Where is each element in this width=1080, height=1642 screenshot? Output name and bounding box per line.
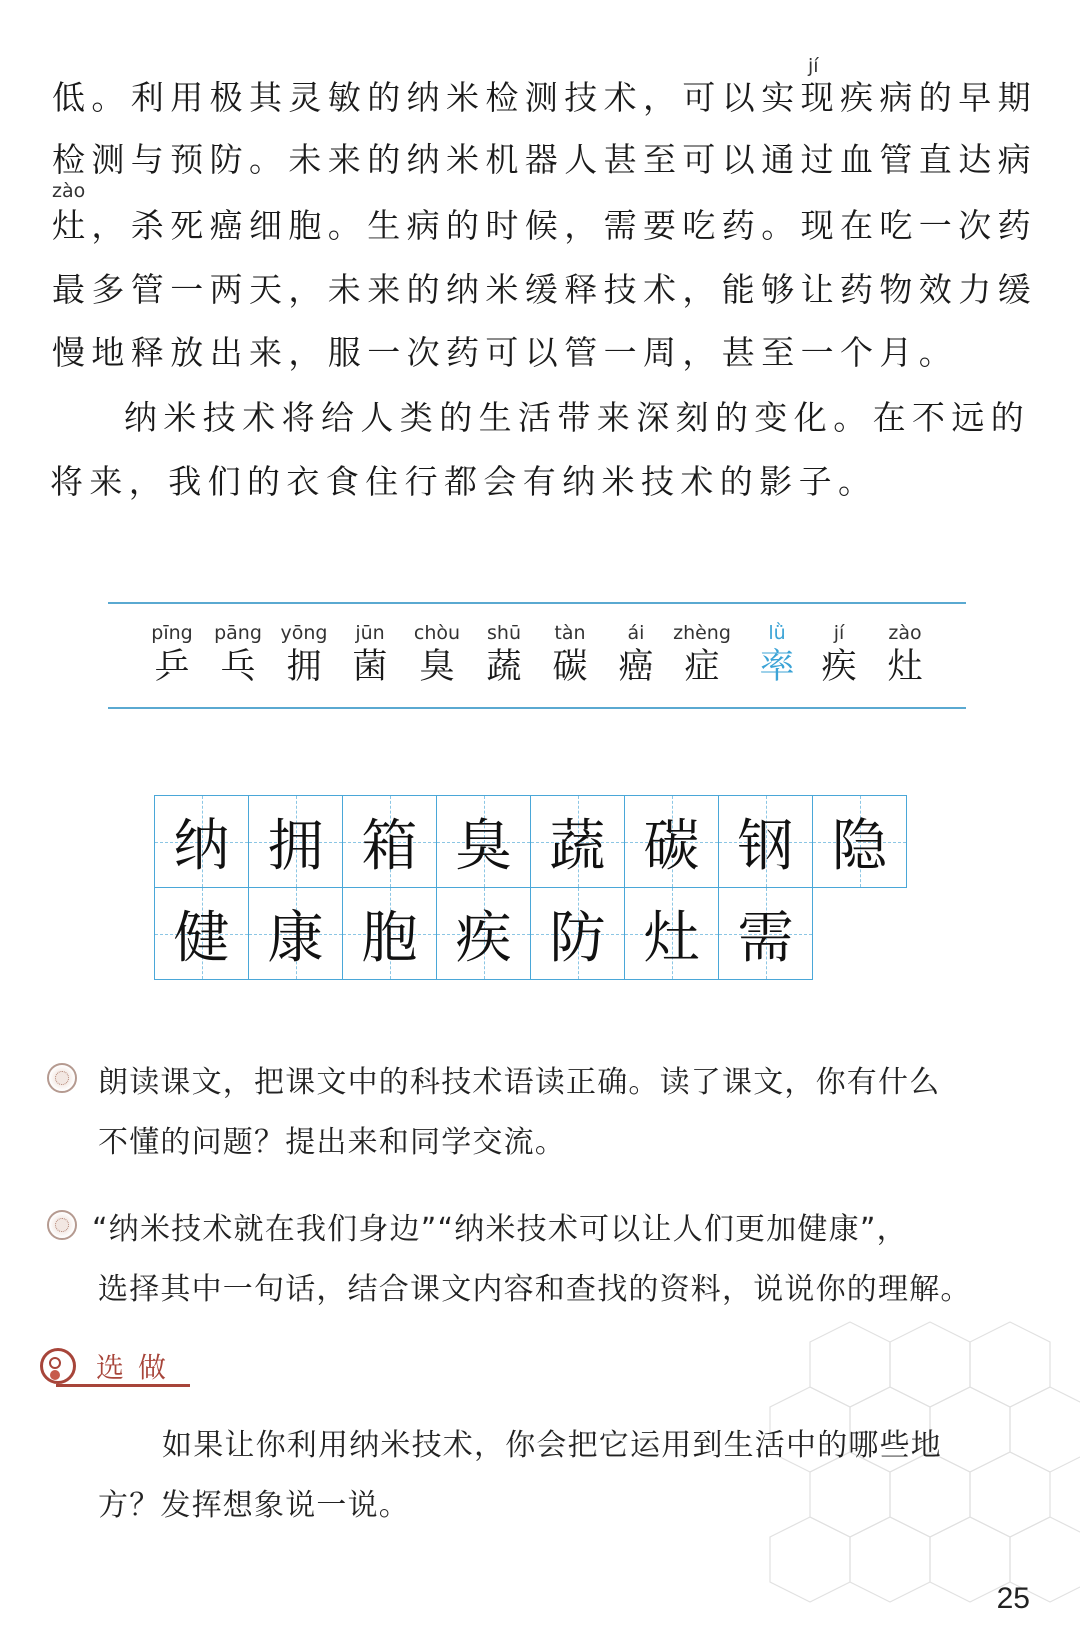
grid-char: 健 bbox=[173, 905, 230, 971]
exercise-line: “纳米技术就在我们身边”“纳米技术可以让人们更加健康”， bbox=[92, 1212, 908, 1247]
body-line: 纳米技术将给人类的生活带来深刻的变化。在不远的 bbox=[124, 398, 1031, 437]
vocab-item bbox=[402, 620, 472, 688]
vocab-item bbox=[667, 620, 737, 688]
grid-cell bbox=[718, 887, 813, 980]
vocab-char: 灶 bbox=[887, 647, 923, 687]
vocab-pinyin: zào bbox=[888, 622, 922, 644]
grid-cell bbox=[624, 795, 719, 888]
grid-cell bbox=[436, 795, 531, 888]
grid-cell bbox=[154, 795, 249, 888]
vocab-item bbox=[203, 620, 273, 688]
vocab-char: 碳 bbox=[552, 647, 588, 687]
grid-char: 隐 bbox=[831, 813, 888, 879]
pinyin-annotation: zào bbox=[52, 180, 86, 202]
body-line: 将来，我们的衣食住行都会有纳米技术的影子。 bbox=[50, 462, 878, 501]
grid-char: 胞 bbox=[361, 905, 418, 971]
vocab-top-rule bbox=[108, 602, 966, 604]
grid-char: 疾 bbox=[455, 905, 512, 971]
vocab-char: 癌 bbox=[618, 647, 654, 687]
body-line: 慢地释放出来，服一次药可以管一周，甚至一个月。 bbox=[52, 333, 959, 372]
vocab-pinyin: tàn bbox=[554, 622, 586, 644]
vocab-char: 拥 bbox=[286, 647, 322, 687]
vocab-item bbox=[601, 620, 671, 688]
pinyin-annotation: jí bbox=[808, 55, 819, 77]
vocab-item bbox=[335, 620, 405, 688]
vocab-item bbox=[137, 620, 207, 688]
vocab-pinyin: chòu bbox=[413, 622, 461, 644]
page-number: 25 bbox=[996, 1582, 1030, 1615]
grid-cell bbox=[342, 795, 437, 888]
vocab-item bbox=[804, 620, 874, 688]
spiral-seal-icon bbox=[47, 1063, 77, 1093]
grid-char: 臭 bbox=[455, 813, 512, 879]
vocab-pinyin: zhèng bbox=[673, 622, 731, 644]
body-line: 低。利用极其灵敏的纳米检测技术，可以实现疾病的早期 bbox=[52, 78, 1037, 117]
exercise-line: 不懂的问题？提出来和同学交流。 bbox=[98, 1125, 566, 1160]
vocab-char: 疾 bbox=[821, 647, 857, 687]
grid-char: 碳 bbox=[643, 813, 700, 879]
grid-cell bbox=[342, 887, 437, 980]
vocab-item bbox=[870, 620, 940, 688]
optional-line: 如果让你利用纳米技术，你会把它运用到生活中的哪些地 bbox=[162, 1428, 942, 1463]
grid-char: 防 bbox=[549, 905, 606, 971]
spiral-seal-icon bbox=[47, 1210, 77, 1240]
vocab-char: 蔬 bbox=[486, 647, 522, 687]
vocab-char: 率 bbox=[759, 647, 795, 687]
grid-cell bbox=[718, 795, 813, 888]
grid-cell bbox=[530, 795, 625, 888]
grid-cell bbox=[624, 887, 719, 980]
vocab-char: 菌 bbox=[352, 647, 388, 687]
grid-char: 灶 bbox=[643, 905, 700, 971]
vocab-item bbox=[469, 620, 539, 688]
optional-badge-icon bbox=[40, 1348, 76, 1384]
vocab-item bbox=[269, 620, 339, 688]
vocab-pinyin: shū bbox=[487, 622, 521, 644]
body-line: 最多管一两天，未来的纳米缓释技术，能够让药物效力缓 bbox=[52, 270, 1037, 309]
grid-char: 康 bbox=[267, 905, 324, 971]
grid-char: 箱 bbox=[361, 813, 418, 879]
grid-cell bbox=[436, 887, 531, 980]
vocab-pinyin: pāng bbox=[214, 622, 262, 644]
vocab-pinyin: ái bbox=[627, 622, 645, 644]
grid-cell bbox=[248, 887, 343, 980]
body-line: 灶，杀死癌细胞。生病的时候，需要吃药。现在吃一次药 bbox=[52, 206, 1037, 245]
grid-cell bbox=[812, 795, 907, 888]
body-line: 检测与预防。未来的纳米机器人甚至可以通过血管直达病 bbox=[52, 140, 1037, 179]
vocab-char: 乒 bbox=[154, 647, 190, 687]
grid-cell bbox=[248, 795, 343, 888]
vocab-pinyin: lǜ bbox=[768, 622, 786, 644]
optional-section-header bbox=[40, 1346, 190, 1390]
exercise-line: 朗读课文，把课文中的科技术语读正确。读了课文，你有什么 bbox=[98, 1065, 941, 1100]
vocab-pinyin: jí bbox=[833, 622, 845, 644]
vocab-char: 症 bbox=[684, 647, 720, 687]
vocab-pinyin: yōng bbox=[280, 622, 328, 644]
grid-char: 需 bbox=[737, 905, 794, 971]
grid-char: 钢 bbox=[737, 813, 794, 879]
grid-char: 拥 bbox=[267, 813, 324, 879]
vocab-item-highlighted bbox=[742, 620, 812, 688]
grid-cell bbox=[154, 887, 249, 980]
exercise-line: 选择其中一句话，结合课文内容和查找的资料，说说你的理解。 bbox=[98, 1272, 972, 1307]
vocab-char: 乓 bbox=[220, 647, 256, 687]
grid-cell bbox=[530, 887, 625, 980]
optional-label: 选做 bbox=[96, 1351, 181, 1384]
grid-char: 蔬 bbox=[549, 813, 606, 879]
vocab-pinyin: jūn bbox=[355, 622, 385, 644]
optional-line: 方？发挥想象说一说。 bbox=[98, 1488, 410, 1523]
grid-char: 纳 bbox=[173, 813, 230, 879]
vocab-item bbox=[535, 620, 605, 688]
vocab-bottom-rule bbox=[108, 707, 966, 709]
vocab-char: 臭 bbox=[419, 647, 455, 687]
vocab-pinyin: pīng bbox=[151, 622, 193, 644]
